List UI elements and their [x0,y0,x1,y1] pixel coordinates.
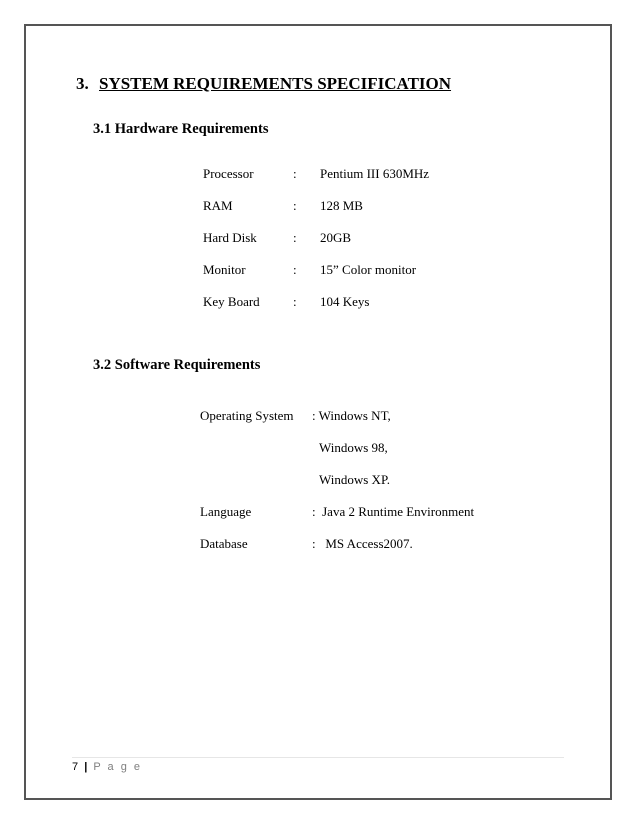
sw-value: : MS Access2007. [312,536,413,551]
software-row-language [0,504,638,522]
hardware-row-keyboard [0,294,638,312]
software-heading: 3.2 Software Requirements [93,357,261,373]
page-footer [72,761,142,773]
hardware-row-processor [0,166,638,184]
hw-value: 104 Keys [320,294,370,309]
hw-value: 128 MB [320,198,363,213]
page-title [76,74,451,94]
section-title: SYSTEM REQUIREMENTS SPECIFICATION [99,74,452,93]
hw-label: Monitor [203,262,246,277]
sw-value: : Windows NT, [312,408,391,423]
hardware-row-monitor [0,262,638,280]
section-number: 3. [76,74,89,93]
hw-label: Key Board [203,294,260,309]
page-number: 7 [72,761,79,773]
sw-label: Database [200,536,248,551]
hw-sep: : [293,294,297,309]
sw-value: : Java 2 Runtime Environment [312,504,475,519]
footer-separator: | [84,761,88,773]
sw-label: Language [200,504,252,519]
hw-sep: : [293,230,297,245]
hw-sep: : [293,198,297,213]
software-row-database [0,536,638,554]
hw-value: 20GB [320,230,352,245]
hw-label: Processor [203,166,254,181]
hw-label: Hard Disk [203,230,257,245]
sw-value: Windows XP. [319,472,390,487]
sw-label: Operating System [200,408,294,423]
hw-label: RAM [203,198,233,213]
hardware-row-ram [0,198,638,216]
hw-sep: : [293,262,297,277]
hw-value: Pentium III 630MHz [320,166,430,181]
software-row-os-3 [0,472,638,490]
software-row-os [0,408,638,426]
hardware-row-hard-disk [0,230,638,248]
hardware-heading: 3.1 Hardware Requirements [93,121,269,137]
sw-value: Windows 98, [319,440,388,455]
footer-divider [72,757,564,758]
software-row-os-2 [0,440,638,458]
hw-value: 15” Color monitor [320,262,417,277]
hw-sep: : [293,166,297,181]
page-label: P a g e [93,761,142,773]
